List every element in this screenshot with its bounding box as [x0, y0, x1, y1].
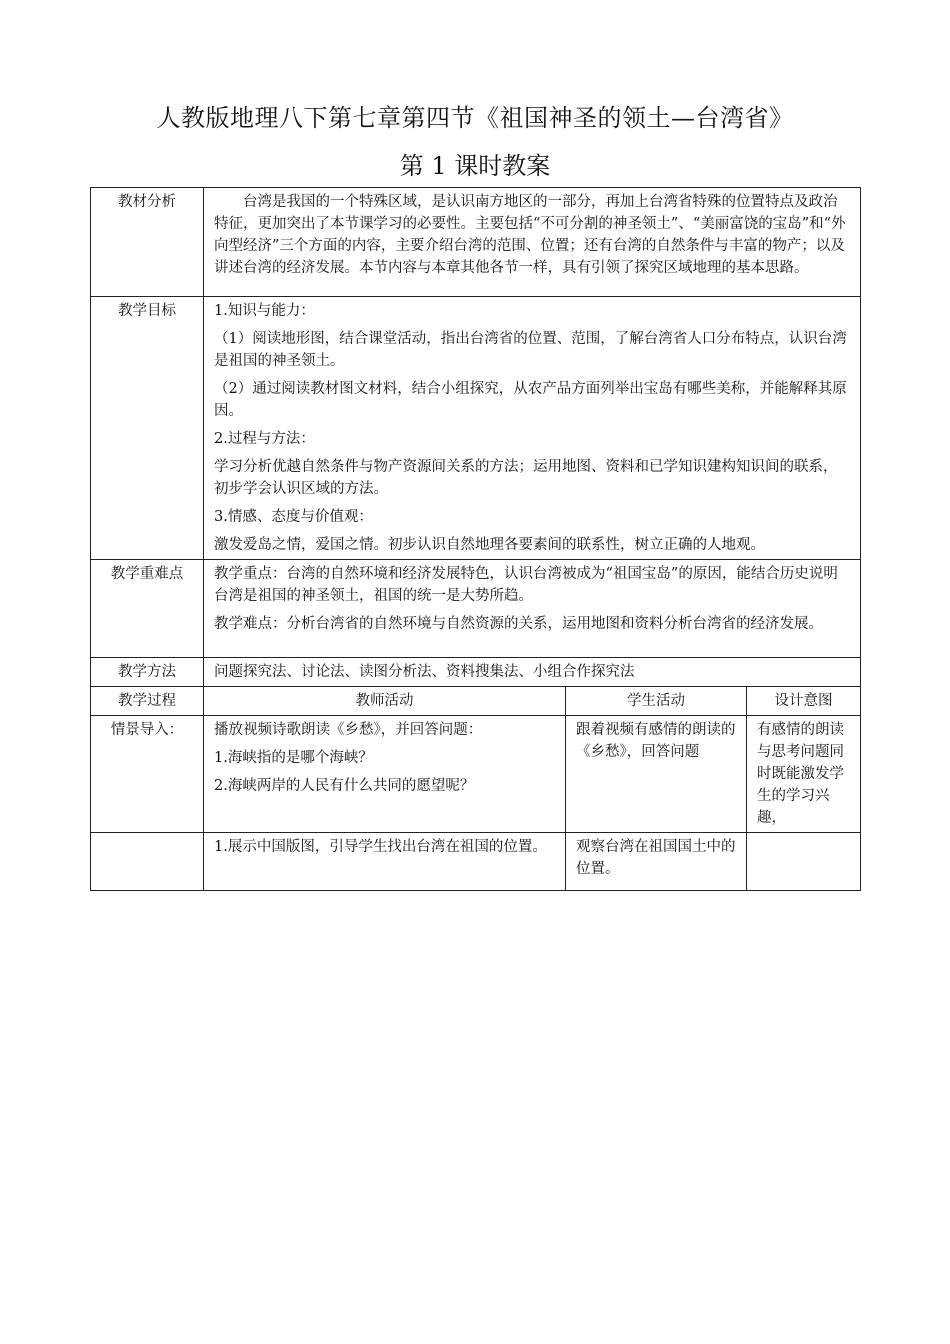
document-subtitle: 第 1 课时教案: [399, 152, 551, 180]
teacher-activity-line: 1.海峡指的是哪个海峡？: [214, 750, 373, 766]
process-stage-cell: [91, 833, 204, 891]
document-title: 人教版地理八下第七章第四节《祖国神圣的领土—台湾省》: [156, 104, 794, 132]
goal-item: （2）通过阅读教材图文材料，结合小组探究，从农产品方面列举出宝岛有哪些美称，并能解释其原因。: [214, 381, 847, 419]
process-student-cell: 跟着视频有感情的朗读的《乡愁》，回答问题: [566, 716, 747, 833]
goal-heading: 2.过程与方法：: [214, 431, 315, 447]
process-header-student: 学生活动: [566, 687, 747, 716]
key-difficult-points-row: [91, 560, 861, 658]
lesson-plan-table: [90, 187, 861, 891]
process-header-stage: 教学过程: [91, 687, 204, 716]
process-student-cell: 观察台湾在祖国国土中的位置。: [566, 833, 747, 891]
goal-item: （1）阅读地形图，结合课堂活动，指出台湾省的位置、范围，了解台湾省人口分布特点，认识台湾是祖国的神圣领土。: [214, 331, 847, 369]
teaching-goals-cell: [204, 297, 861, 560]
goal-item: 学习分析优越自然条件与物产资源间关系的方法；运用地图、资料和已学知识建构知识间的联系，初步学会认识区域的方法。: [214, 459, 838, 497]
material-analysis-row: [91, 188, 861, 297]
key-difficult-points-label: 教学重难点: [91, 560, 204, 658]
process-header-intent: 设计意图: [747, 687, 861, 716]
process-intent-cell: 有感情的朗读与思考问题同时既能激发学生的学习兴趣，: [747, 716, 861, 833]
process-teacher-cell: [204, 716, 566, 833]
material-analysis-text: 台湾是我国的一个特殊区域，是认识南方地区的一部分，再加上台湾省特殊的位置特点及政治特征，更加突出了本节课学习的必要性。主要包括“不可分割的神圣领土”、“美丽富饶的宝岛”和“外向型经济”三个方面的内容，主要介绍台湾的范围、位置；还有台湾的自然条件与丰富的物产；以及讲述台湾的经济发展。本节内容与本章其他各节一样，具有引领了探究区域地理的基本思路。: [204, 188, 861, 297]
key-difficult-points-cell: [204, 560, 861, 658]
process-intent-cell: [747, 833, 861, 891]
goal-item: 激发爱岛之情，爱国之情。初步认识自然地理各要素间的联系性，树立正确的人地观。: [214, 537, 765, 553]
process-teacher-cell: [204, 833, 566, 891]
material-analysis-label: 教材分析: [91, 188, 204, 297]
teaching-methods-row: [91, 658, 861, 687]
process-row-location: [91, 833, 861, 891]
teaching-goals-row: [91, 297, 861, 560]
teacher-activity-line: 播放视频诗歌朗读《乡愁》，并回答问题：: [214, 722, 483, 738]
goal-heading: 3.情感、态度与价值观：: [214, 509, 373, 525]
goal-heading: 1.知识与能力：: [214, 303, 315, 319]
difficult-point-text: 教学难点：分析台湾省的自然环境与自然资源的关系，运用地图和资料分析台湾省的经济发展。: [214, 616, 823, 632]
process-row-intro: [91, 716, 861, 833]
process-header-row: [91, 687, 861, 716]
teacher-activity-line: 1.展示中国版图，引导学生找出台湾在祖国的位置。: [214, 839, 547, 855]
process-stage-cell: 情景导入：: [91, 716, 204, 833]
key-point-text: 教学重点：台湾的自然环境和经济发展特色，认识台湾被成为“祖国宝岛”的原因，能结合历史说明台湾是祖国的神圣领土，祖国的统一是大势所趋。: [214, 566, 838, 604]
teacher-activity-line: 2.海峡两岸的人民有什么共同的愿望呢？: [214, 778, 475, 794]
teaching-goals-label: 教学目标: [91, 297, 204, 560]
teaching-methods-text: 问题探究法、讨论法、读图分析法、资料搜集法、小组合作探究法: [204, 658, 861, 687]
process-header-teacher: 教师活动: [204, 687, 566, 716]
teaching-methods-label: 教学方法: [91, 658, 204, 687]
